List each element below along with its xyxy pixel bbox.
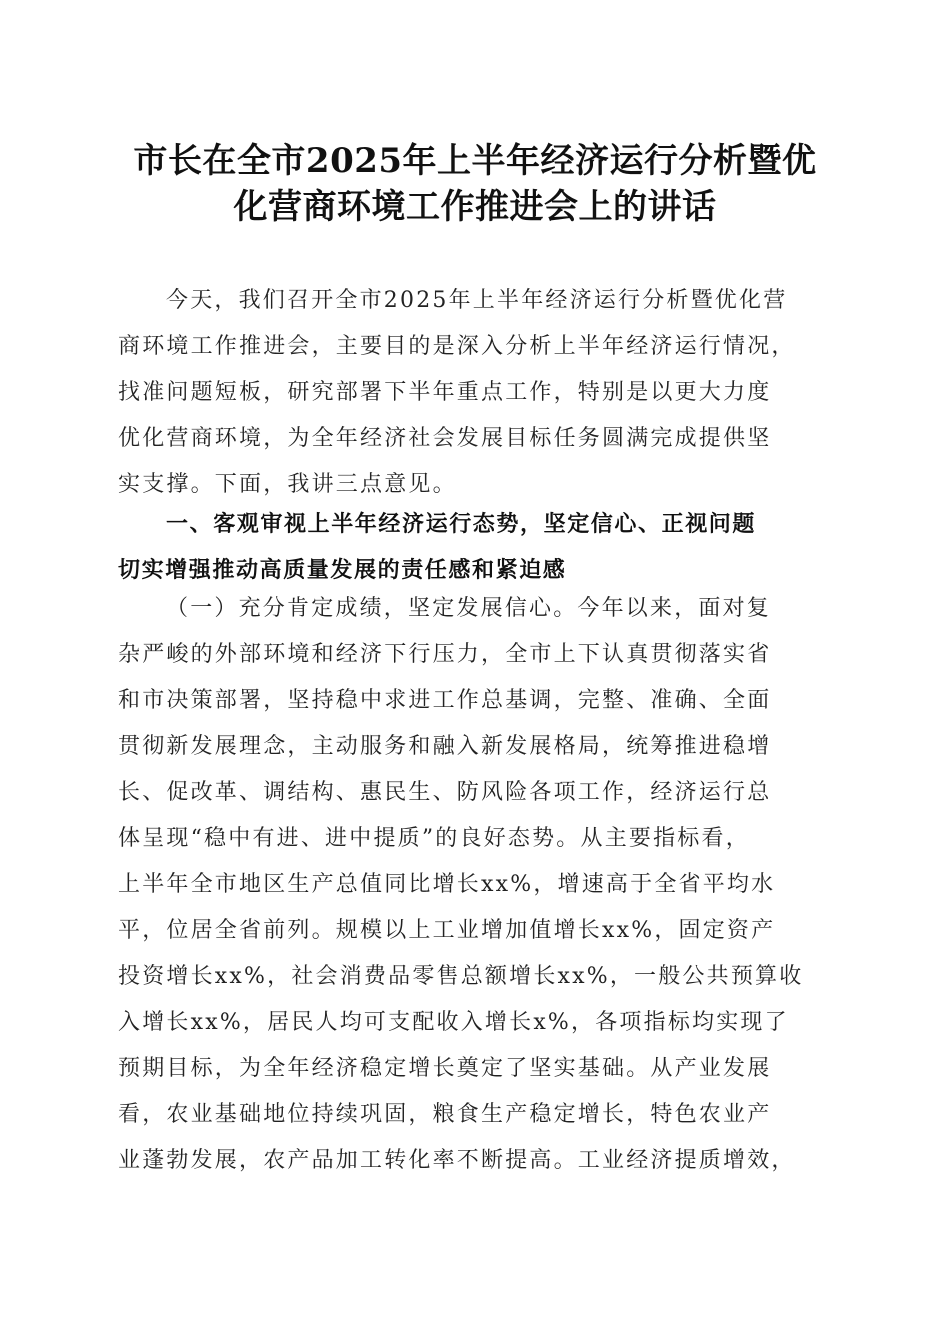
paragraph-line: 体呈现“稳中有进、进中提质”的良好态势。从主要指标看， [118,826,750,851]
paragraph-line: 投资增长xx%，社会消费品零售总额增长xx%，一般公共预算收 [118,964,804,989]
heading-line: 切实增强推动高质量发展的责任感和紧迫感 [118,558,567,583]
heading-line: 一、客观审视上半年经济运行态势，坚定信心、正视问题 [166,512,757,537]
paragraph-line: 和市决策部署，坚持稳中求进工作总基调，完整、准确、全面 [118,688,772,713]
paragraph-line: 长、促改革、调结构、惠民生、防风险各项工作，经济运行总 [118,780,772,805]
paragraph-line: 找准问题短板，研究部署下半年重点工作，特别是以更大力度 [118,380,772,405]
paragraph-line: 上半年全市地区生产总值同比增长xx%，增速高于全省平均水 [118,872,776,897]
paragraph-line: 今天，我们召开全市2025年上半年经济运行分析暨优化营 [166,288,788,313]
paragraph-line: 预期目标，为全年经济稳定增长奠定了坚实基础。从产业发展 [118,1056,772,1081]
paragraph-line: 实支撑。下面，我讲三点意见。 [118,472,457,497]
paragraph-line: 杂严峻的外部环境和经济下行压力，全市上下认真贯彻落实省 [118,642,772,667]
intro-paragraph [118,278,838,508]
title-line: 化营商环境工作推进会上的讲话 [233,187,717,227]
document-title [90,138,860,230]
paragraph-line: 看，农业基础地位持续巩固，粮食生产稳定增长，特色农业产 [118,1102,772,1127]
title-line: 市长在全市2025年上半年经济运行分析暨优 [133,141,817,181]
paragraph-line: （一）充分肯定成绩，坚定发展信心。今年以来，面对复 [166,596,772,621]
paragraph-line: 业蓬勃发展，农产品加工转化率不断提高。工业经济提质增效， [118,1148,796,1173]
paragraph-line: 贯彻新发展理念，主动服务和融入新发展格局，统筹推进稳增 [118,734,772,759]
paragraph-line: 商环境工作推进会，主要目的是深入分析上半年经济运行情况， [118,334,796,359]
paragraph-line: 平，位居全省前列。规模以上工业增加值增长xx%，固定资产 [118,918,776,943]
paragraph-line: 优化营商环境，为全年经济社会发展目标任务圆满完成提供坚 [118,426,772,451]
paragraph-line: 入增长xx%，居民人均可支配收入增长x%，各项指标均实现了 [118,1010,789,1035]
section1-paragraph [118,586,838,1184]
section-heading-1 [118,502,838,594]
